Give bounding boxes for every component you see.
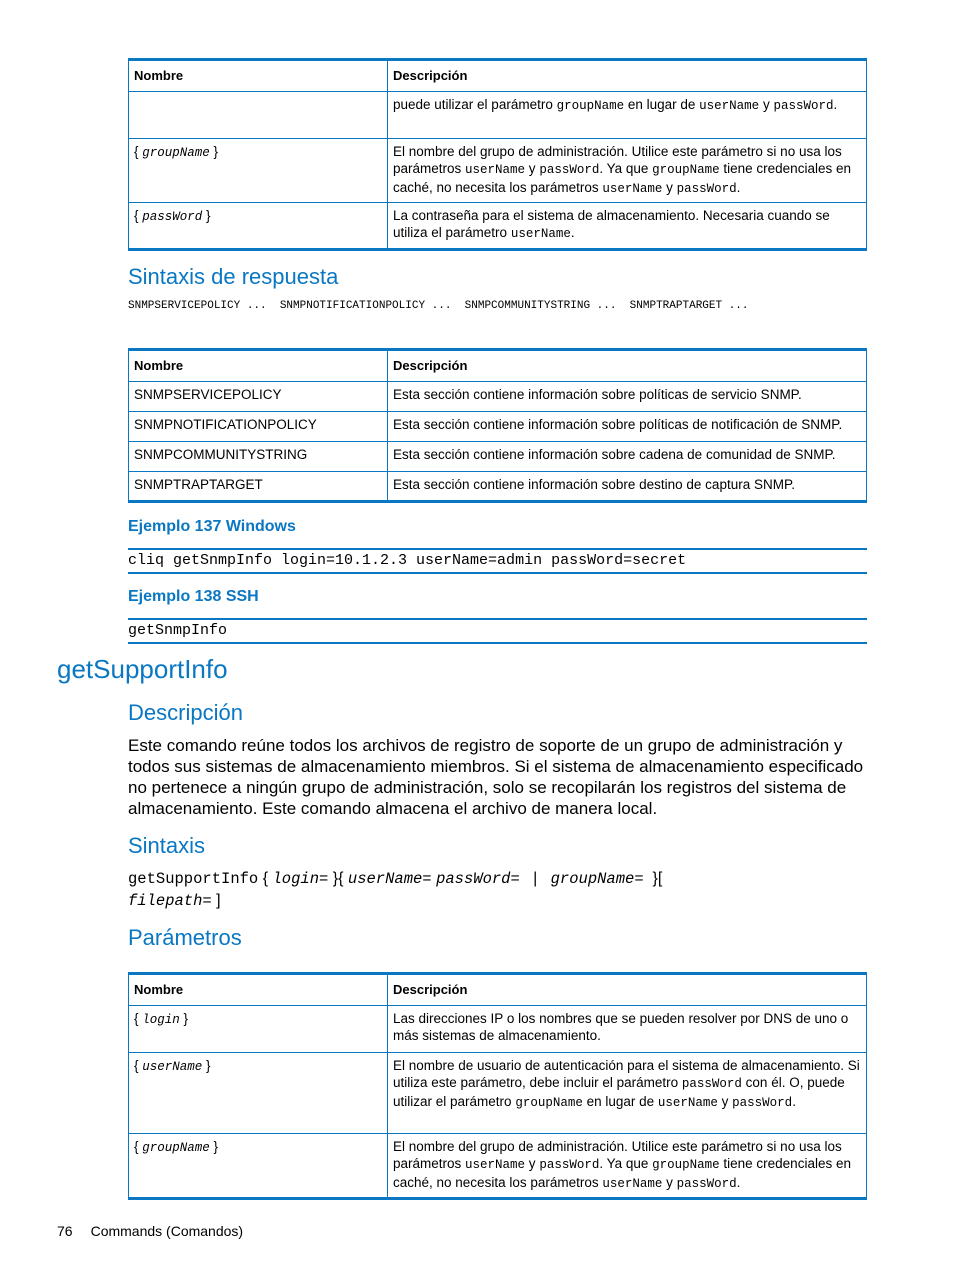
response-name-cell: SNMPSERVICEPOLICY <box>129 382 388 412</box>
section-title: getSupportInfo <box>57 654 228 684</box>
table-row <box>129 92 867 139</box>
response-description-cell: Esta sección contiene información sobre políticas de servicio SNMP. <box>388 382 867 412</box>
response-name-cell: SNMPCOMMUNITYSTRING <box>129 442 388 472</box>
example-137-code: cliq getSnmpInfo login=10.1.2.3 userName=admin passWord=secret <box>128 548 867 574</box>
table-header-row <box>129 350 867 382</box>
param-description-cell: El nombre de usuario de autenticación para el sistema de almacenamiento. Si utiliza este parámetro, debe incluir el parámetro passWord con él. O, puede utilizar el parámetro groupName en lugar de userName y passWord. <box>388 1053 867 1134</box>
param-name-cell: { groupName } <box>129 1134 388 1199</box>
table-row <box>129 412 867 442</box>
table-row <box>129 1006 867 1053</box>
table-row <box>129 139 867 203</box>
response-description-cell: Esta sección contiene información sobre políticas de notificación de SNMP. <box>388 412 867 442</box>
param-name-cell: { userName } <box>129 1053 388 1134</box>
table-row <box>129 1053 867 1134</box>
parameters-heading: Parámetros <box>128 925 242 950</box>
syntax-block: getSupportInfo { login= }{ userName= passWord= | groupName= }[ filepath= ] <box>128 870 663 910</box>
table-row <box>129 442 867 472</box>
response-name-cell: SNMPTRAPTARGET <box>129 472 388 502</box>
table-row <box>129 382 867 412</box>
param-description-cell: La contraseña para el sistema de almacenamiento. Necesaria cuando se utiliza el parámetro userName. <box>388 203 867 250</box>
column-header-description: Descripción <box>388 350 867 382</box>
param-name-cell <box>129 92 388 139</box>
params-table <box>128 972 867 1200</box>
response-table <box>128 348 867 503</box>
table-row <box>129 203 867 250</box>
example-138-title: Ejemplo 138 SSH <box>128 588 259 605</box>
syntax-command: getSupportInfo <box>128 870 259 888</box>
param-description-cell: puede utilizar el parámetro groupName en lugar de userName y passWord. <box>388 92 867 139</box>
param-name-cell: { groupName } <box>129 139 388 203</box>
response-name-cell: SNMPNOTIFICATIONPOLICY <box>129 412 388 442</box>
param-name-cell: { passWord } <box>129 203 388 250</box>
param-name-cell: { login } <box>129 1006 388 1053</box>
column-header-description: Descripción <box>388 60 867 92</box>
table-row <box>129 472 867 502</box>
param-description-cell: El nombre del grupo de administración. Utilice este parámetro si no usa los parámetros userName y passWord. Ya que groupName tiene credenciales en caché, no necesita los parámetros userName y passWord. <box>388 139 867 203</box>
table-row <box>129 1134 867 1199</box>
footer-title: Commands (Comandos) <box>90 1223 244 1239</box>
response-syntax-heading: Sintaxis de respuesta <box>128 264 339 289</box>
column-header-description: Descripción <box>388 974 867 1006</box>
param-description-cell: Las direcciones IP o los nombres que se pueden resolver por DNS de uno o más sistemas de almacenamiento. <box>388 1006 867 1053</box>
syntax-heading: Sintaxis <box>128 833 206 858</box>
params-table-continued <box>128 58 867 251</box>
response-description-cell: Esta sección contiene información sobre destino de captura SNMP. <box>388 472 867 502</box>
page-footer <box>57 1223 261 1239</box>
response-description-cell: Esta sección contiene información sobre cadena de comunidad de SNMP. <box>388 442 867 472</box>
column-header-name: Nombre <box>129 974 388 1006</box>
description-heading: Descripción <box>128 700 243 725</box>
column-header-name: Nombre <box>129 350 388 382</box>
description-text: Este comando reúne todos los archivos de registro de soporte de un grupo de administración y todos sus sistemas de almacenamiento miembros. Si el sistema de almacenamiento especificado no pertenece a ningún grupo de administración, solo se recopilarán los registros del sistema de almacenamiento. Este comando almacena el archivo de manera local. <box>128 736 864 818</box>
example-137-title: Ejemplo 137 Windows <box>128 518 296 535</box>
example-138-code: getSnmpInfo <box>128 618 867 644</box>
response-syntax-code: SNMPSERVICEPOLICY ... SNMPNOTIFICATIONPOLICY ... SNMPCOMMUNITYSTRING ... SNMPTRAPTARGET ... <box>128 300 749 312</box>
param-description-cell: El nombre del grupo de administración. Utilice este parámetro si no usa los parámetros userName y passWord. Ya que groupName tiene credenciales en caché, no necesita los parámetros userName y passWord. <box>388 1134 867 1199</box>
table-header-row <box>129 974 867 1006</box>
page-number: 76 <box>57 1223 73 1239</box>
table-header-row <box>129 60 867 92</box>
column-header-name: Nombre <box>129 60 388 92</box>
